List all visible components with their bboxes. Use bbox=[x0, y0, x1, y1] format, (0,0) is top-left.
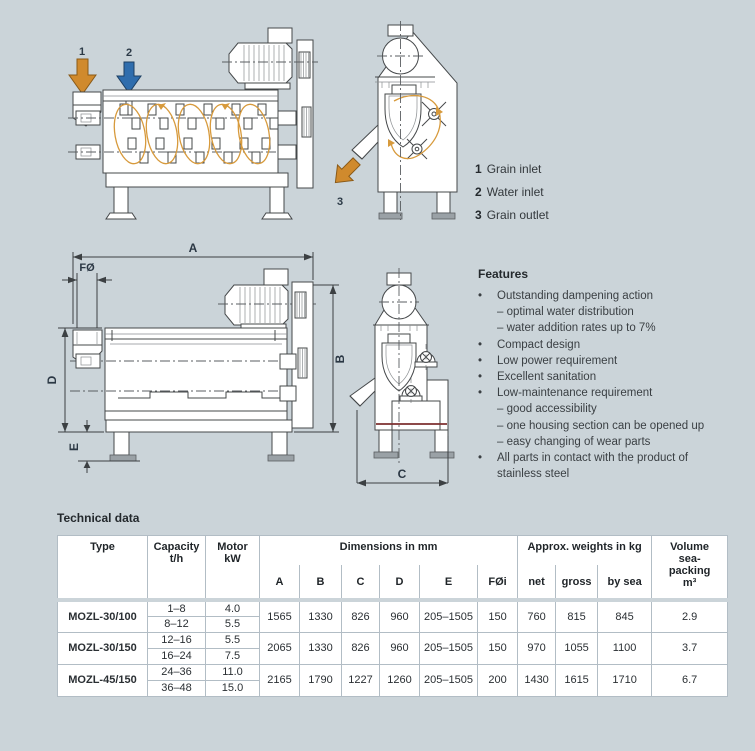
cell-dim-D: 960 bbox=[380, 600, 420, 632]
bullet-icon: • bbox=[478, 387, 483, 400]
cell-capacity: 24–36 bbox=[148, 664, 206, 680]
col-group-dimensions: Dimensions in mm bbox=[260, 536, 518, 566]
legend-grain-inlet bbox=[475, 162, 549, 176]
col-header-type: Type bbox=[58, 536, 148, 601]
col-header-volume: Volume sea- packing m³ bbox=[652, 536, 728, 601]
cell-motor: 11.0 bbox=[206, 664, 260, 680]
right-bearing-upper bbox=[278, 111, 296, 125]
feature-subitem: – water addition rates up to 7% bbox=[497, 322, 656, 335]
dimensioned-end-view bbox=[350, 268, 454, 486]
cell-dim-C: 1227 bbox=[342, 664, 380, 696]
motor-junction-box bbox=[268, 28, 292, 43]
cell-motor: 5.5 bbox=[206, 616, 260, 632]
grain-outlet-number-label: 3 bbox=[336, 196, 344, 208]
dimension-F-label: FØ bbox=[79, 262, 95, 274]
cell-dim-B: 1790 bbox=[300, 664, 342, 696]
col-header-motor: Motor kW bbox=[206, 536, 260, 601]
flow-legend bbox=[475, 162, 549, 231]
col-header-capacity: Capacity t/h bbox=[148, 536, 206, 601]
col-header-A: A bbox=[260, 565, 300, 600]
left-foot bbox=[106, 213, 136, 219]
water-inlet-number-label: 2 bbox=[125, 47, 133, 59]
grain-inlet-number-label: 1 bbox=[78, 46, 86, 58]
cell-dim-B: 1330 bbox=[300, 632, 342, 664]
bullet-icon: • bbox=[478, 354, 483, 367]
bullet-icon: • bbox=[478, 338, 483, 351]
grain-outlet-arrow-icon bbox=[328, 154, 365, 191]
feature-item: • Excellent sanitation bbox=[478, 369, 736, 385]
cell-capacity: 12–16 bbox=[148, 632, 206, 648]
cell-weight-gross: 1615 bbox=[556, 664, 598, 696]
cell-dim-A: 2165 bbox=[260, 664, 300, 696]
end-view-left-foot bbox=[379, 213, 402, 219]
cell-capacity: 8–12 bbox=[148, 616, 206, 632]
cell-dim-F: 150 bbox=[478, 632, 518, 664]
bullet-icon: • bbox=[478, 452, 483, 465]
cell-capacity: 1–8 bbox=[148, 600, 206, 616]
right-leg bbox=[270, 187, 284, 213]
end-view-left-leg bbox=[384, 192, 397, 213]
feature-item: • All parts in contact with the product of stainless steel bbox=[478, 450, 736, 482]
feature-item: • Low power requirement bbox=[478, 353, 736, 369]
cell-volume: 6.7 bbox=[652, 664, 728, 696]
cross-section-end-view-diagram bbox=[328, 21, 457, 220]
cell-type: MOZL-45/150 bbox=[58, 664, 148, 696]
technical-data-table bbox=[57, 535, 728, 697]
legend-grain-outlet bbox=[475, 208, 549, 222]
feature-item: • Outstanding dampening action bbox=[478, 288, 736, 304]
dim-motor-junction-box bbox=[264, 269, 288, 285]
legend-label-2: Water inlet bbox=[486, 185, 544, 199]
cell-type: MOZL-30/100 bbox=[58, 600, 148, 632]
cell-dim-E: 205–1505 bbox=[420, 600, 478, 632]
cell-weight-gross: 815 bbox=[556, 600, 598, 632]
cell-motor: 7.5 bbox=[206, 648, 260, 664]
cell-dim-D: 1260 bbox=[380, 664, 420, 696]
dim-outlet-chute bbox=[350, 378, 375, 406]
cell-motor: 15.0 bbox=[206, 680, 260, 696]
col-group-weights: Approx. weights in kg bbox=[518, 536, 652, 566]
cell-weight-gross: 1055 bbox=[556, 632, 598, 664]
dim-end-right-foot bbox=[430, 452, 454, 458]
col-header-B: B bbox=[300, 565, 342, 600]
cell-dim-D: 960 bbox=[380, 632, 420, 664]
dimensioned-side-view bbox=[45, 241, 347, 473]
bullet-icon: • bbox=[478, 371, 483, 384]
dimensioned-drawings bbox=[40, 240, 470, 505]
grain-inlet-arrow-icon bbox=[69, 59, 96, 94]
dim-motor-body bbox=[225, 285, 288, 325]
dimension-F-diameter bbox=[62, 262, 112, 328]
col-header-F-diameter: FØi bbox=[478, 565, 518, 600]
feature-subitem: – one housing section can be opened up bbox=[497, 419, 705, 432]
feature-subitem: – good accessibility bbox=[497, 403, 597, 416]
dim-end-left-foot bbox=[374, 452, 398, 458]
feature-subitem: – optimal water distribution bbox=[497, 306, 634, 319]
bullet-icon: • bbox=[478, 290, 483, 302]
legend-label-3: Grain outlet bbox=[486, 208, 549, 222]
legend-label-1: Grain inlet bbox=[486, 162, 542, 176]
dimension-B-label: B bbox=[333, 354, 347, 364]
cell-motor: 5.5 bbox=[206, 632, 260, 648]
table-row bbox=[58, 600, 728, 616]
legend-num-1: 1 bbox=[475, 162, 482, 176]
inlet-spout bbox=[73, 92, 101, 105]
end-view-right-foot bbox=[432, 213, 455, 219]
funnel-top bbox=[392, 85, 416, 94]
dim-left-foot bbox=[110, 455, 136, 461]
dim-left-bearing bbox=[76, 354, 100, 368]
dim-motor-foot bbox=[241, 324, 286, 328]
left-leg bbox=[114, 187, 128, 213]
col-header-D: D bbox=[380, 565, 420, 600]
features-title: Features bbox=[478, 267, 529, 281]
dim-housing bbox=[105, 328, 287, 420]
cell-dim-C: 826 bbox=[342, 600, 380, 632]
col-header-by-sea: by sea bbox=[598, 565, 652, 600]
table-row bbox=[58, 632, 728, 648]
cell-dim-F: 150 bbox=[478, 600, 518, 632]
cell-capacity: 36–48 bbox=[148, 680, 206, 696]
feature-item: • Compact design bbox=[478, 337, 736, 353]
cell-motor: 4.0 bbox=[206, 600, 260, 616]
dim-right-bearing-upper bbox=[280, 354, 296, 369]
right-bearing-lower bbox=[278, 145, 296, 159]
feature-subitem: – easy changing of wear parts bbox=[497, 435, 651, 448]
legend-num-2: 2 bbox=[475, 185, 482, 199]
table-row bbox=[58, 664, 728, 680]
technical-data-title: Technical data bbox=[57, 511, 140, 525]
cell-weight-sea: 1100 bbox=[598, 632, 652, 664]
motor-body bbox=[229, 43, 292, 83]
cell-volume: 2.9 bbox=[652, 600, 728, 632]
cell-weight-net: 970 bbox=[518, 632, 556, 664]
legend-water-inlet bbox=[475, 185, 549, 199]
cell-dim-F: 200 bbox=[478, 664, 518, 696]
col-header-C: C bbox=[342, 565, 380, 600]
cell-capacity: 16–24 bbox=[148, 648, 206, 664]
dim-base-rail bbox=[106, 420, 292, 432]
dimension-E-label: E bbox=[67, 442, 81, 452]
dim-right-leg bbox=[272, 432, 287, 455]
cell-dim-C: 826 bbox=[342, 632, 380, 664]
cell-weight-net: 760 bbox=[518, 600, 556, 632]
dim-end-left-leg bbox=[379, 430, 392, 452]
motor-foot bbox=[245, 83, 290, 89]
col-header-E: E bbox=[420, 565, 478, 600]
cell-dim-E: 205–1505 bbox=[420, 664, 478, 696]
table-header bbox=[58, 536, 728, 601]
dim-left-leg bbox=[114, 432, 129, 455]
dimension-D-label: D bbox=[45, 375, 59, 385]
feature-item: • Low-maintenance requirement bbox=[478, 385, 736, 401]
right-foot bbox=[262, 213, 292, 219]
cell-dim-E: 205–1505 bbox=[420, 632, 478, 664]
water-inlet-arrow-icon bbox=[117, 62, 141, 93]
dim-right-bearing-lower bbox=[280, 386, 296, 401]
cell-dim-A: 1565 bbox=[260, 600, 300, 632]
col-header-net: net bbox=[518, 565, 556, 600]
cutaway-side-view-diagram bbox=[68, 28, 318, 219]
legend-num-3: 3 bbox=[475, 208, 482, 222]
cell-dim-B: 1330 bbox=[300, 600, 342, 632]
cell-type: MOZL-30/150 bbox=[58, 632, 148, 664]
dim-end-right-leg bbox=[435, 430, 448, 452]
features-section bbox=[478, 267, 736, 482]
dimension-C-label: C bbox=[397, 467, 407, 481]
cell-volume: 3.7 bbox=[652, 632, 728, 664]
cell-dim-A: 2065 bbox=[260, 632, 300, 664]
col-header-gross: gross bbox=[556, 565, 598, 600]
base-rail bbox=[106, 173, 288, 187]
cell-weight-sea: 1710 bbox=[598, 664, 652, 696]
dim-right-foot bbox=[268, 455, 294, 461]
cell-weight-net: 1430 bbox=[518, 664, 556, 696]
dimension-A-label: A bbox=[188, 241, 198, 255]
cell-weight-sea: 845 bbox=[598, 600, 652, 632]
end-view-right-leg bbox=[437, 192, 450, 213]
